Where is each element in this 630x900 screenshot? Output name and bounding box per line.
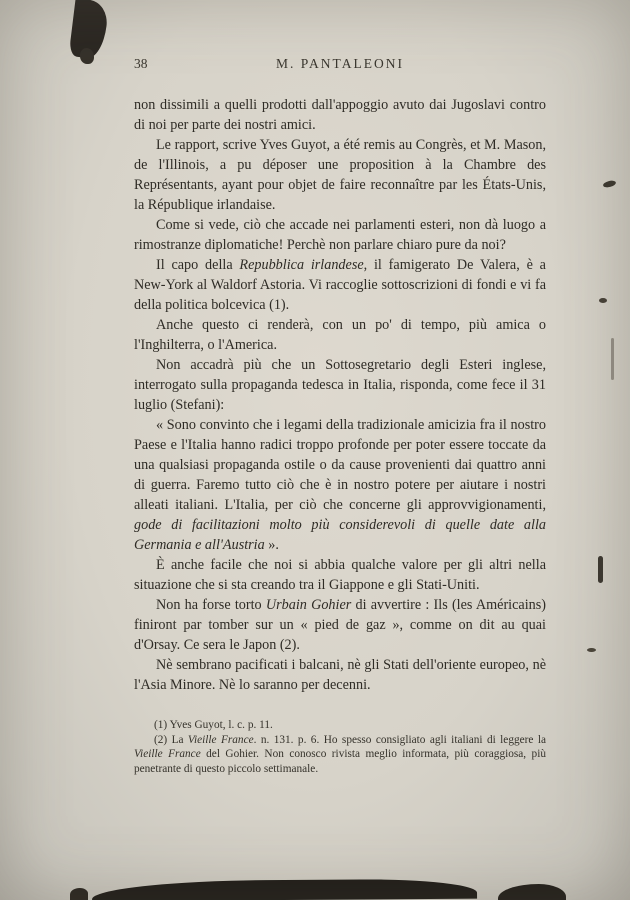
scan-artifact-top-left-speck (80, 48, 94, 64)
page-header (134, 56, 546, 76)
scan-artifact-right-speck (599, 298, 607, 303)
text-run: , il famigerato De Valera, è a New-York al Waldorf Astoria. Vi raccoglie sottoscrizioni di fondi e vi fa della politica bolcevica (1). (134, 257, 546, 313)
text-run: Come si vede, ciò che accade nei parlamenti esteri, non dà luogo a rimostranze diplomatiche! Perchè non parlare chiaro pure da noi? (134, 217, 546, 253)
text-run: Nè sembrano pacificati i balcani, nè gli Stati dell'oriente europeo, nè l'Asia Minore. Nè lo saranno per decenni. (134, 657, 546, 693)
scan-artifact-bottom-band (92, 879, 477, 900)
italic-run: Repubblica irlandese (239, 257, 364, 273)
text-run: Non accadrà più che un Sottosegretario degli Esteri inglese, interrogato sulla propaganda tedesca in Italia, risponda, come fece il 31 luglio (Stefani): (134, 357, 546, 413)
text-run: non dissimili a quelli prodotti dall'appoggio avuto dai Jugoslavi contro di noi per parte dei nostri amici. (134, 97, 546, 133)
running-head: M. PANTALEONI (276, 56, 404, 71)
footnote (134, 718, 546, 733)
paragraph (134, 555, 546, 595)
scan-artifact-right-dash (598, 556, 603, 583)
italic-run: Urbain Gohier (265, 597, 352, 613)
text-run: Il capo della (156, 257, 240, 273)
footnotes (134, 718, 546, 776)
paragraph (134, 595, 546, 655)
italic-run: Vieille France (187, 733, 254, 746)
text-run: (1) Yves Guyot, l. c. p. 11. (154, 719, 273, 731)
scan-artifact-bottom-speck (70, 888, 88, 900)
paragraph (134, 415, 546, 555)
text-run: . n. 131. p. 6. Ho spesso consigliato agli italiani di leggere la (253, 733, 546, 746)
paragraph (134, 355, 546, 415)
scan-artifact-right-speck (602, 180, 616, 189)
text-run: Non ha forse torto (156, 597, 266, 613)
text-run: Anche questo ci renderà, con un po' di tempo, più amica o l'Inghilterra, o l'America. (134, 317, 546, 353)
text-run: di avvertire : Ils (les Américains) finiront par tomber sur un « pied de gaz », comme on dit au quai d'Orsay. Ce sera le Japon (2). (134, 597, 546, 653)
text-run: È anche facile che noi si abbia qualche valore per gli altri nella situazione che si sta creando tra il Giappone e gli Stati-Uniti. (134, 557, 546, 593)
paragraph (134, 255, 546, 315)
scan-artifact-right-edge-line (611, 338, 614, 380)
paragraph (134, 315, 546, 355)
footnote (134, 733, 546, 777)
scan-artifact-right-speck (587, 648, 596, 652)
text-run: (2) La (154, 733, 188, 746)
body-paragraphs (134, 95, 546, 695)
italic-run: Vieille France (134, 748, 201, 760)
text-run: ». (264, 537, 279, 553)
text-run: del Gohier. Non conosco rivista meglio informata, più coraggiosa, più penetrante di questo piccolo settimanale. (134, 748, 546, 775)
scan-artifact-bottom-band (498, 884, 566, 900)
paragraph (134, 655, 546, 695)
paragraph (134, 95, 546, 135)
paragraph (134, 135, 546, 215)
paragraph (134, 215, 546, 255)
page-number: 38 (134, 56, 148, 71)
text-run: « Sono convinto che i legami della tradizionale amicizia fra il nostro Paese e l'Italia hanno radici troppo profonde per poter essere toccate da una qualsiasi propaganda ostile o da cause provenienti dai quattro anni di guerra. Faremo tutto ciò che è in nostro potere per aiutare i nostri alleati italiani. L'Italia, per ciò che concerne gli approvvigionamenti, (134, 417, 546, 513)
text-run: Le rapport, scrive Yves Guyot, a été remis au Congrès, et M. Mason, de l'Illinois, a pu déposer une proposition à la Chambre des Représentants, ayant pour objet de faire reconnaître par les États-Unis, la République irlandaise. (134, 137, 546, 213)
italic-run: gode di facilitazioni molto più considerevoli di quelle date alla Germania e all'Austria (134, 517, 546, 553)
scan-artifact-top-left-blot (69, 0, 110, 60)
